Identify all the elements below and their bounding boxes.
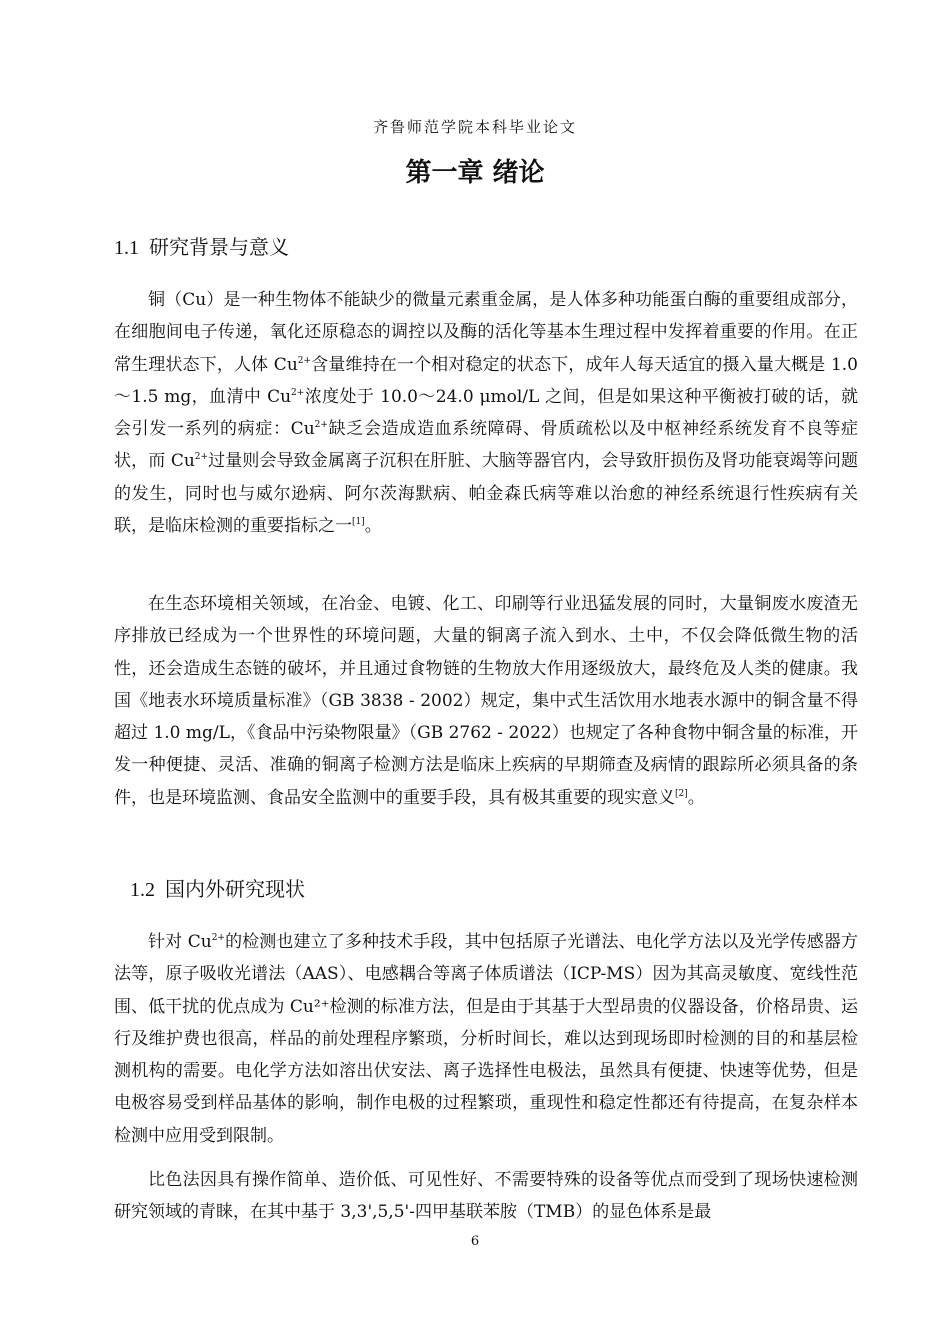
paragraph-copper-background: 铜（Cu）是一种生物体不能缺少的微量元素重金属，是人体多种功能蛋白酶的重要组成部分，在细胞间电子传递，氧化还原稳态的调控以及酶的活化等基本生理过程中发挥着重要的作用。在正常生理状态下，人体 $Cu^{2+}$含量维持在一个相对稳定的状态下，成年人每天适宜的摄入量大概是 1.0～1.5 mg，血清中 $Cu^{2+}$浓度处于 10.0～24.0 μmol/L 之间，但是如果这种平衡被打破的话，就会引发一系列的病症：$Cu^{2+}$缺乏会造成造血系统障碍、骨质疏松以及中枢神经系统发育不良等症状，而 $Cu^{2+}$过量则会导致金属离子沉积在肝脏、大脑等器官内，会导致肝损伤及肾功能衰竭等问题的发生，同时也与威尔逊病、阿尔茨海默病、帕金森氏病等难以治愈的神经系统退行性疾病有关联，是临床检测的重要指标之一[1]。 [114, 290, 858, 537]
paragraph-colorimetric: 比色法因具有操作简单、造价低、可见性好、不需要特殊的设备等优点而受到了现场快速检测研究领域的青睐，在其中基于 3,3',5,5'-四甲基联苯胺（TMB）的显色体系是最 [114, 1170, 858, 1223]
citation-ref-1: [1] [352, 517, 365, 528]
section-heading-1-2 [130, 873, 305, 902]
page-number: 6 [470, 1234, 480, 1249]
page-header: 齐鲁师范学院本科毕业论文 [372, 118, 577, 136]
paragraph-environment: 在生态环境相关领域，在冶金、电镀、化工、印刷等行业迅猛发展的同时，大量铜废水废渣无序排放已经成为一个世界性的环境问题，大量的铜离子流入到水、土中，不仅会降低微生物的活性，还会造成生态链的破坏，并且通过食物链的生物放大作用逐级放大，最终危及人类的健康。我国《地表水环境质量标准》（GB 3838 - 2002）规定，集中式生活饮用水地表水源中的铜含量不得超过 1.0 mg/L，《食品中污染物限量》（GB 2762 - 2022）也规定了各种食物中铜含量的标准，开发一种便捷、灵活、准确的铜离子检测方法是临床上疾病的早期筛查及病情的跟踪所必须具备的条件，也是环境监测、食品安全监测中的重要手段，具有极其重要的现实意义[2]。 [114, 594, 858, 808]
section-heading-1-1 [114, 231, 289, 260]
section-title-text: 国内外研究现状 [165, 877, 305, 901]
section-title-text: 研究背景与意义 [149, 235, 289, 259]
citation-ref-2: [2] [675, 788, 688, 799]
chapter-title: 第一章 绪论 [405, 158, 545, 188]
section-number: 1.1 [114, 237, 139, 259]
section-number: 1.2 [130, 879, 155, 901]
paragraph-detection-methods: 针对 $Cu^{2+}$的检测也建立了多种技术手段，其中包括原子光谱法、电化学方法以及光学传感器方法等，原子吸收光谱法（AAS）、电感耦合等离子体质谱法（ICP-MS）因为其高灵敏度、宽线性范围、低干扰的优点成为 Cu²⁺检测的标准方法，但是由于其基于大型昂贵的仪器设备，价格昂贵、运行及维护费也很高，样品的前处理程序繁琐，分析时间长，难以达到现场即时检测的目的和基层检测机构的需要。电化学方法如溶出伏安法、离子选择性电极法，虽然具有便捷、快速等优势，但是电极容易受到样品基体的影响，制作电极的过程繁琐，重现性和稳定性都还有待提高，在复杂样本检测中应用受到限制。 [114, 932, 858, 1146]
